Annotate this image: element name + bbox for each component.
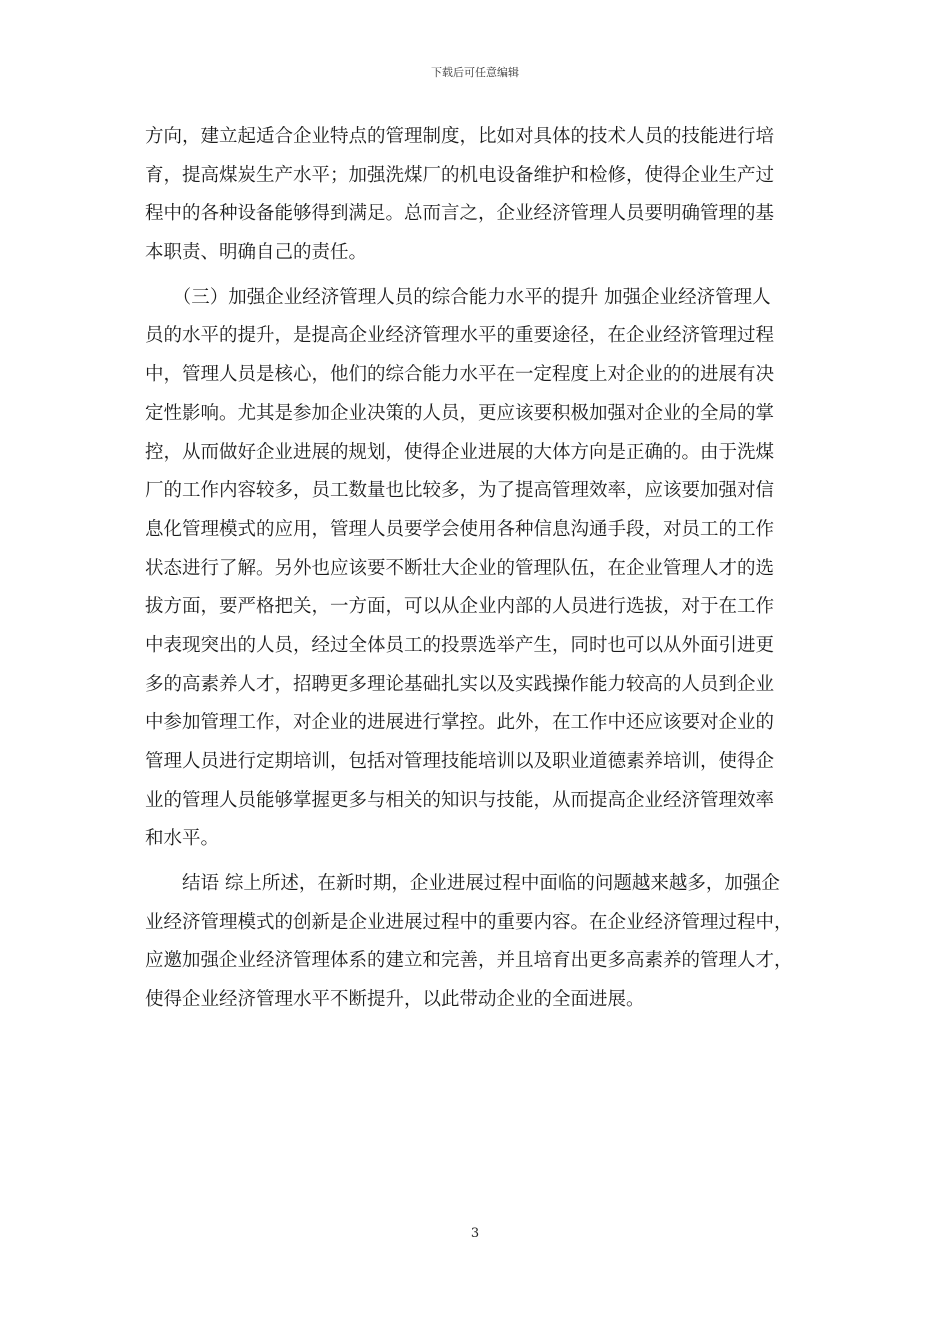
text-line: 业的管理人员能够掌握更多与相关的知识与技能，从而提高企业经济管理效率 — [145, 789, 775, 811]
text-line: 状态进行了解。另外也应该要不断壮大企业的管理队伍，在企业管理人才的选 — [145, 557, 775, 579]
text-line: 员的水平的提升，是提高企业经济管理水平的重要途径，在企业经济管理过程 — [145, 325, 775, 347]
paragraph — [145, 865, 817, 1020]
text-line: 结语 综上所述，在新时期，企业进展过程中面临的问题越来越多，加强企 — [145, 873, 780, 895]
document-body — [145, 118, 817, 1020]
text-line: 中表现突出的人员，经过全体员工的投票选举产生，同时也可以从外面引进更 — [145, 634, 775, 656]
text-line: 使得企业经济管理水平不断提升，以此带动企业的全面进展。 — [145, 989, 645, 1011]
text-line: 控，从而做好企业进展的规划，使得企业进展的大体方向是正确的。由于洗煤 — [145, 441, 775, 463]
text-line: 本职责、明确自己的责任。 — [145, 242, 368, 264]
text-line: 厂的工作内容较多，员工数量也比较多，为了提高管理效率，应该要加强对信 — [145, 480, 775, 502]
text-line: 息化管理模式的应用，管理人员要学会使用各种信息沟通手段，对员工的工作 — [145, 518, 775, 540]
text-line: 中，管理人员是核心，他们的综合能力水平在一定程度上对企业的的进展有决 — [145, 364, 775, 386]
text-line: 程中的各种设备能够得到满足。总而言之，企业经济管理人员要明确管理的基 — [145, 203, 775, 225]
text-line: 管理人员进行定期培训，包括对管理技能培训以及职业道德素养培训，使得企 — [145, 751, 775, 772]
paragraph — [145, 279, 817, 859]
text-line: 多的高素养人才，招聘更多理论基础扎实以及实践操作能力较高的人员到企业 — [145, 673, 775, 695]
text-line: 和水平。 — [145, 828, 220, 850]
text-line: 育，提高煤炭生产水平；加强洗煤厂的机电设备维护和检修，使得企业生产过 — [145, 164, 775, 186]
text-line: 业经济管理模式的创新是企业进展过程中的重要内容。在企业经济管理过程中， — [145, 911, 793, 933]
page-header: 下载后可任意编辑 — [431, 66, 519, 79]
text-line: 定性影响。尤其是参加企业决策的人员，更应该要积极加强对企业的全局的掌 — [145, 402, 775, 424]
text-line: 应邀加强企业经济管理体系的建立和完善，并且培育出更多高素养的管理人才， — [145, 950, 793, 972]
text-line: 方向，建立起适合企业特点的管理制度，比如对具体的技术人员的技能进行培 — [145, 126, 775, 147]
paragraph — [145, 118, 817, 273]
page-number: 3 — [470, 1226, 480, 1241]
text-line: 中参加管理工作，对企业的进展进行掌控。此外，在工作中还应该要对企业的 — [145, 712, 775, 734]
text-line: 拔方面，要严格把关，一方面，可以从企业内部的人员进行选拔，对于在工作 — [145, 596, 775, 618]
text-line: （三）加强企业经济管理人员的综合能力水平的提升 加强企业经济管理人 — [145, 286, 771, 308]
